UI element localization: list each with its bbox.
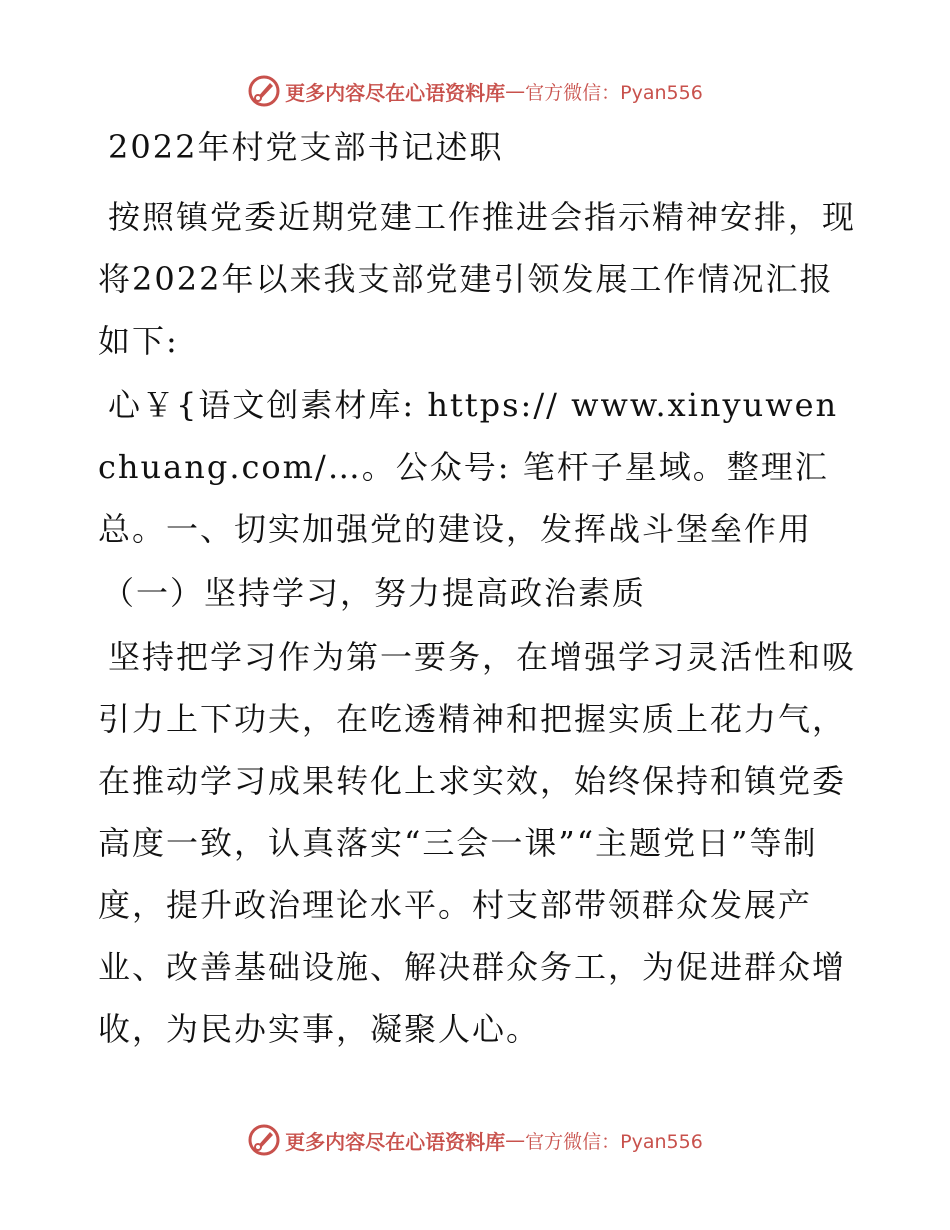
watermark-main-text: 更多内容尽在心语资料库 xyxy=(285,1129,506,1154)
watermark-contact-text: 官方微信：Pyan556 xyxy=(525,81,703,104)
watermark-separator: — xyxy=(505,1128,526,1152)
paragraph-source-section-one: 心￥{语文创素材库: https:// www.xinyuwenchuang.com/…。公众号: 笔杆子星域。整理汇总。一、切实加强党的建设，发挥战斗堡垒作用 xyxy=(98,386,839,548)
header-watermark xyxy=(0,69,950,113)
document-body xyxy=(98,122,858,1062)
watermark-main-text: 更多内容尽在心语资料库 xyxy=(285,80,506,105)
footer-watermark xyxy=(0,1118,950,1162)
document-title: 2022年村党支部书记述职 xyxy=(108,128,504,166)
pen-logo-icon xyxy=(247,1123,281,1157)
paragraph-intro: 按照镇党委近期党建工作推进会指示精神安排，现将2022年以来我支部党建引领发展工作情况汇报如下: xyxy=(98,198,857,360)
pen-logo-icon xyxy=(247,74,281,108)
watermark-separator: — xyxy=(505,79,526,103)
watermark-contact-text: 官方微信：Pyan556 xyxy=(525,1130,703,1153)
paragraph-study-detail: 坚持把学习作为第一要务，在增强学习灵活性和吸引力上下功夫，在吃透精神和把握实质上花力气，在推动学习成果转化上求实效，始终保持和镇党委高度一致，认真落实“三会一课”“主题党日”等制度，提升政治理论水平。村支部带领群众发展产业、改善基础设施、解决群众务工，为促进群众增收，为民办实事，凝聚人心。 xyxy=(98,638,857,1048)
subheading-study: （一）坚持学习，努力提高政治素质 xyxy=(102,574,647,612)
